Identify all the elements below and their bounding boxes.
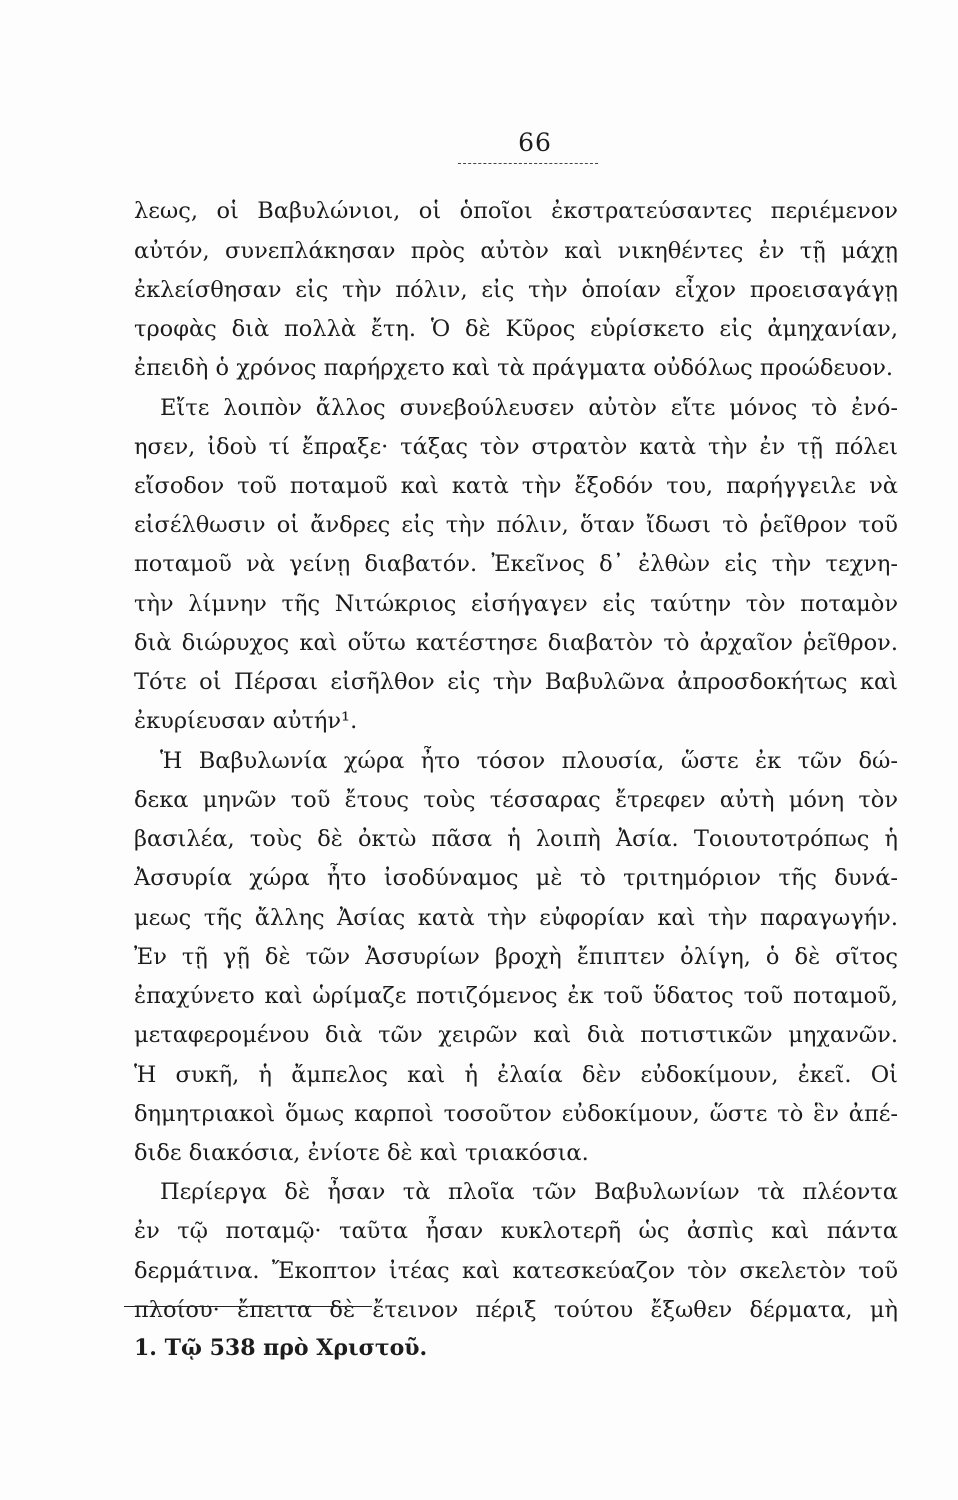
text-line: Ἡ συκῆ, ἡ ἄμπελος καὶ ἡ ἐλαία δὲν εὐδοκίμουν, ἐκεῖ. Οἱ: [134, 1062, 898, 1088]
text-line: Περίεργα δὲ ἦσαν τὰ πλοῖα τῶν Βαβυλωνίων τὰ πλέοντα: [160, 1179, 898, 1205]
text-line: διδε διακόσια, ἐνίοτε δὲ καὶ τριακόσια.: [134, 1140, 589, 1166]
page-number-rule: [458, 163, 598, 164]
text-line: δερμάτινα. Ἔκοπτον ἰτέας καὶ κατεσκεύαζον τὸν σκελετὸν τοῦ: [134, 1258, 898, 1284]
text-line: εἰσέλθωσιν οἱ ἄνδρες εἰς τὴν πόλιν, ὅταν ἴδωσι τὸ ῥεῖθρον τοῦ: [134, 512, 898, 538]
page-number: 66: [518, 128, 552, 157]
text-line: Εἴτε λοιπὸν ἄλλος συνεβούλευσεν αὐτὸν εἴτε μόνος τὸ ἐνό-: [160, 395, 898, 421]
text-line: λεως, οἱ Βαβυλώνιοι, οἱ ὁποῖοι ἐκστρατεύσαντες περιέμενον: [134, 198, 898, 224]
text-line: Ἐν τῇ γῇ δὲ τῶν Ἀσσυρίων βροχὴ ἔπιπτεν ὀλίγη, ὁ δὲ σῖτος: [134, 944, 898, 970]
text-line: μεως τῆς ἄλλης Ἀσίας κατὰ τὴν εὐφορίαν καὶ τὴν παραγωγήν.: [134, 905, 898, 931]
text-line: ἐν τῷ ποταμῷ· ταῦτα ἦσαν κυκλοτερῆ ὡς ἀσπὶς καὶ πάντα: [134, 1218, 898, 1244]
text-line: βασιλέα, τοὺς δὲ ὀκτὼ πᾶσα ἡ λοιπὴ Ἀσία. Τοιουτοτρόπως ἡ: [134, 826, 898, 852]
text-line: ἐπαχύνετο καὶ ὡρίμαζε ποτιζόμενος ἐκ τοῦ ὕδατος τοῦ ποταμοῦ,: [134, 983, 898, 1009]
text-line: δεκα μηνῶν τοῦ ἔτους τοὺς τέσσαρας ἔτρεφεν αὐτὴ μόνη τὸν: [134, 787, 898, 813]
text-line: τροφὰς διὰ πολλὰ ἔτη. Ὁ δὲ Κῦρος εὑρίσκετο εἰς ἀμηχανίαν,: [134, 316, 898, 342]
text-line: εἴσοδον τοῦ ποταμοῦ καὶ κατὰ τὴν ἔξοδόν του, παρήγγειλε νὰ: [134, 473, 898, 499]
text-line: τὴν λίμνην τῆς Νιτώκριος εἰσήγαγεν εἰς ταύτην τὸν ποταμὸν: [134, 591, 898, 617]
text-line: Τότε οἱ Πέρσαι εἰσῆλθον εἰς τὴν Βαβυλῶνα ἀπροσδοκήτως καὶ: [134, 669, 898, 695]
text-line: πλοίου· ἔπειτα δὲ ἔτεινον πέριξ τούτου ἔξωθεν δέρματα, μὴ: [134, 1297, 898, 1323]
footnote: 1. Τῷ 538 πρὸ Χριστοῦ.: [134, 1335, 428, 1361]
text-line: ἐπειδὴ ὁ χρόνος παρήρχετο καὶ τὰ πράγματα οὐδόλως προώδευον.: [134, 355, 894, 381]
footnote-rule: [124, 1306, 372, 1307]
text-line: Ἀσσυρία χώρα ἦτο ἰσοδύναμος μὲ τὸ τριτημόριον τῆς δυνά-: [134, 865, 898, 891]
text-line: διὰ διώρυχος καὶ οὕτω κατέστησε διαβατὸν τὸ ἀρχαῖον ῥεῖθρον.: [134, 630, 898, 656]
text-line: ἐκλείσθησαν εἰς τὴν πόλιν, εἰς τὴν ὁποίαν εἶχον προεισαγάγῃ: [134, 277, 898, 303]
text-line: αὐτόν, συνεπλάκησαν πρὸς αὐτὸν καὶ νικηθέντες ἐν τῇ μάχῃ: [134, 238, 898, 264]
text-line: ησεν, ἰδοὺ τί ἔπραξε· τάξας τὸν στρατὸν κατὰ τὴν ἐν τῇ πόλει: [134, 434, 898, 460]
text-line: ἐκυρίευσαν αὐτήν¹.: [134, 708, 358, 734]
text-line: δημητριακοὶ ὅμως καρποὶ τοσοῦτον εὐδοκίμουν, ὥστε τὸ ἓν ἀπέ-: [134, 1101, 898, 1127]
text-line: μεταφερομένου διὰ τῶν χειρῶν καὶ διὰ ποτιστικῶν μηχανῶν.: [134, 1022, 898, 1048]
text-line: ποταμοῦ νὰ γείνῃ διαβατόν. Ἐκεῖνος δ᾽ ἐλθὼν εἰς τὴν τεχνη-: [134, 551, 898, 577]
text-line: Ἡ Βαβυλωνία χώρα ἦτο τόσον πλουσία, ὥστε ἐκ τῶν δώ-: [160, 748, 898, 774]
